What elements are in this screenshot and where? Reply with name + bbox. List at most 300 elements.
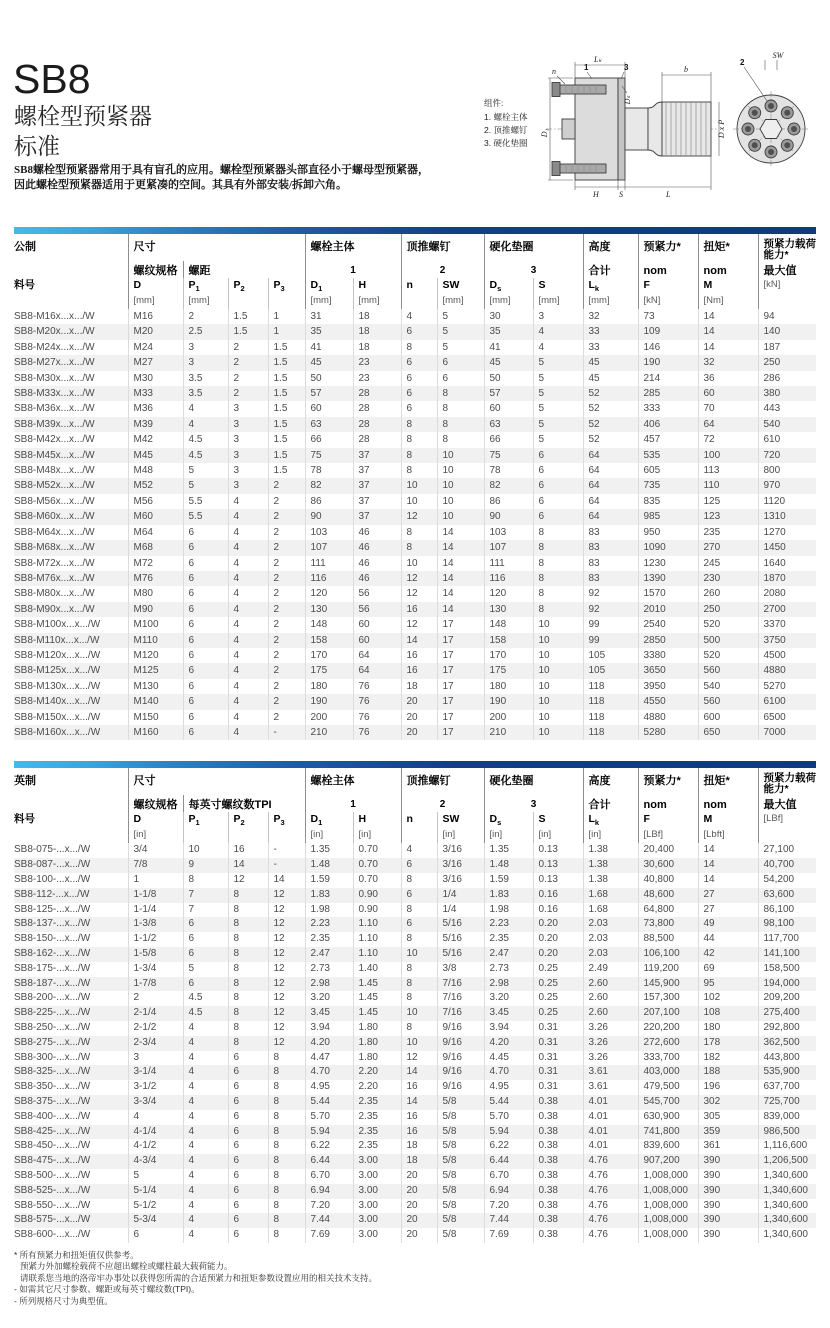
cell: 28 bbox=[353, 386, 401, 401]
cell: 8 bbox=[401, 417, 437, 432]
cell: 2.49 bbox=[583, 962, 638, 977]
column-header: $D_1$ [mm] bbox=[305, 278, 353, 309]
table-row bbox=[14, 1169, 816, 1184]
cell: 230 bbox=[698, 571, 758, 586]
cell: 6 bbox=[183, 947, 228, 962]
table-row bbox=[14, 1184, 816, 1199]
cell: M39 bbox=[128, 417, 183, 432]
cell: 1,340,600 bbox=[758, 1213, 816, 1228]
cell: 178 bbox=[698, 1036, 758, 1051]
cell: 2.35 bbox=[353, 1110, 401, 1125]
cell: 6 bbox=[533, 494, 583, 509]
cell: 3 bbox=[228, 432, 268, 447]
cell: 725,700 bbox=[758, 1095, 816, 1110]
column-header: S [mm] bbox=[533, 278, 583, 309]
table-row bbox=[14, 1080, 816, 1095]
cell: 63,600 bbox=[758, 888, 816, 903]
cell: 6 bbox=[228, 1051, 268, 1066]
metric-table-body bbox=[14, 309, 816, 740]
ref-1: 1 bbox=[305, 795, 401, 812]
cell: 220,200 bbox=[638, 1021, 698, 1036]
cell: 12 bbox=[228, 873, 268, 888]
cell: M52 bbox=[128, 478, 183, 493]
legend-item-2: 2. 顶推螺钉 bbox=[484, 125, 528, 135]
cell: 7/8 bbox=[128, 858, 183, 873]
cell: 1,116,600 bbox=[758, 1139, 816, 1154]
cell: 110 bbox=[698, 478, 758, 493]
cell: SB8-325-...x.../W bbox=[14, 1065, 128, 1080]
svg-text:2: 2 bbox=[740, 58, 745, 67]
cell: 520 bbox=[698, 617, 758, 632]
cell: 14 bbox=[437, 602, 484, 617]
cell: 443 bbox=[758, 401, 816, 416]
table-row bbox=[14, 917, 816, 932]
cell: 361 bbox=[698, 1139, 758, 1154]
cell: 0.31 bbox=[533, 1065, 583, 1080]
cell: 4 bbox=[183, 401, 228, 416]
cell: 35 bbox=[484, 324, 533, 339]
cell: 5 bbox=[533, 417, 583, 432]
cell: 3.94 bbox=[305, 1021, 353, 1036]
cell: 0.70 bbox=[353, 858, 401, 873]
table-row bbox=[14, 540, 816, 555]
cell: 2 bbox=[228, 386, 268, 401]
cell: 12 bbox=[268, 1036, 305, 1051]
cell: 10 bbox=[437, 448, 484, 463]
cell: 40,700 bbox=[758, 858, 816, 873]
svg-text:D₁: D₁ bbox=[540, 128, 549, 138]
cell: 2-1/2 bbox=[128, 1021, 183, 1036]
cell: 2.35 bbox=[353, 1125, 401, 1140]
cell: 1.5 bbox=[228, 324, 268, 339]
cell: 0.38 bbox=[533, 1154, 583, 1169]
group-preload: 预紧力* bbox=[638, 768, 698, 795]
cell: 6 bbox=[183, 977, 228, 992]
cell: 5 bbox=[533, 355, 583, 370]
column-header: M [Lbft] bbox=[698, 812, 758, 843]
cell: 14 bbox=[401, 1065, 437, 1080]
cell: 1/4 bbox=[437, 888, 484, 903]
cell: 41 bbox=[305, 340, 353, 355]
cell: 10 bbox=[533, 694, 583, 709]
cell: 111 bbox=[484, 556, 533, 571]
cell: 390 bbox=[698, 1169, 758, 1184]
svg-text:b: b bbox=[684, 65, 688, 74]
cell: 1.68 bbox=[583, 903, 638, 918]
group-header-row bbox=[14, 768, 816, 795]
cell: 305 bbox=[698, 1110, 758, 1125]
cell: 5 bbox=[533, 432, 583, 447]
cell: 83 bbox=[583, 540, 638, 555]
cell: 4 bbox=[228, 525, 268, 540]
cell: 6 bbox=[228, 1139, 268, 1154]
cell: 9/16 bbox=[437, 1051, 484, 1066]
cell: SB8-087-...x.../W bbox=[14, 858, 128, 873]
cell: 839,000 bbox=[758, 1110, 816, 1125]
cell: 6 bbox=[401, 324, 437, 339]
cell: 16 bbox=[401, 663, 437, 678]
cell: 5/8 bbox=[437, 1139, 484, 1154]
imperial-spec-table bbox=[14, 768, 816, 1243]
cell: 4.95 bbox=[484, 1080, 533, 1095]
cell: 63 bbox=[305, 417, 353, 432]
cell: 95 bbox=[698, 977, 758, 992]
cell: 37 bbox=[353, 494, 401, 509]
cell: 33 bbox=[583, 324, 638, 339]
cell: 8 bbox=[401, 463, 437, 478]
cell: 0.20 bbox=[533, 947, 583, 962]
cell: 7.69 bbox=[305, 1228, 353, 1243]
cell: SB8-400-...x.../W bbox=[14, 1110, 91, 1122]
cell: 8 bbox=[228, 932, 268, 947]
cell: 180 bbox=[305, 679, 353, 694]
cell: 3750 bbox=[758, 633, 816, 648]
cell: 1/4 bbox=[437, 903, 484, 918]
column-header: SW [mm] bbox=[437, 278, 484, 309]
group-torque: 扭矩* bbox=[698, 768, 758, 795]
cell: 2.60 bbox=[583, 1006, 638, 1021]
cell: 6 bbox=[401, 401, 437, 416]
cell: 46 bbox=[353, 556, 401, 571]
cell: 2.23 bbox=[484, 917, 533, 932]
cell: 4 bbox=[183, 1184, 228, 1199]
cell: 535,900 bbox=[758, 1065, 816, 1080]
cell: 18 bbox=[401, 679, 437, 694]
cell: 250 bbox=[758, 355, 816, 370]
cell: 5-1/4 bbox=[128, 1184, 183, 1199]
cell: 2 bbox=[268, 663, 305, 678]
cell: 5/16 bbox=[437, 917, 484, 932]
cell: 390 bbox=[698, 1184, 758, 1199]
group-dims: 尺寸 bbox=[128, 768, 305, 795]
header-section bbox=[0, 0, 830, 227]
cell: 8 bbox=[268, 1139, 305, 1154]
cell: 10 bbox=[401, 478, 437, 493]
cell: 2 bbox=[268, 525, 305, 540]
cell: 4.95 bbox=[305, 1080, 353, 1095]
cell: 4 bbox=[183, 1199, 228, 1214]
cell: 5 bbox=[533, 401, 583, 416]
cell: 180 bbox=[698, 1021, 758, 1036]
cell: 50 bbox=[305, 371, 353, 386]
cell: 10 bbox=[437, 494, 484, 509]
cell: 12 bbox=[268, 962, 305, 977]
column-header: SW [in] bbox=[437, 812, 484, 843]
cell: 23 bbox=[353, 371, 401, 386]
table-row bbox=[14, 494, 816, 509]
cell: 4.76 bbox=[583, 1213, 638, 1228]
cell: 14 bbox=[268, 873, 305, 888]
cell: 2.98 bbox=[484, 977, 533, 992]
cell: 10 bbox=[401, 1036, 437, 1051]
front-view bbox=[733, 51, 809, 167]
cell: 950 bbox=[638, 525, 698, 540]
cell: 3.26 bbox=[583, 1036, 638, 1051]
cell: 8 bbox=[268, 1184, 305, 1199]
cell: 1-3/8 bbox=[128, 917, 183, 932]
cell: 2 bbox=[268, 694, 305, 709]
cell: 637,700 bbox=[758, 1080, 816, 1095]
cell: 14 bbox=[698, 843, 758, 858]
cell: 86 bbox=[484, 494, 533, 509]
cell: 8 bbox=[401, 1021, 437, 1036]
cell: 4.20 bbox=[305, 1036, 353, 1051]
cell: 3.00 bbox=[353, 1228, 401, 1243]
cell: 200 bbox=[484, 710, 533, 725]
cell: 610 bbox=[758, 432, 816, 447]
cell: 16 bbox=[401, 602, 437, 617]
cell: 1.48 bbox=[305, 858, 353, 873]
table-row bbox=[14, 1065, 816, 1080]
cell: 3.61 bbox=[583, 1080, 638, 1095]
column-header: $P_1$ [mm] bbox=[183, 278, 228, 309]
cell: 10 bbox=[183, 843, 228, 858]
cell: 0.70 bbox=[353, 873, 401, 888]
cell: 6 bbox=[183, 694, 228, 709]
cell: 800 bbox=[758, 463, 816, 478]
cell: 2 bbox=[128, 991, 183, 1006]
cell: 1450 bbox=[758, 540, 816, 555]
cell: 8 bbox=[268, 1125, 305, 1140]
table-row bbox=[14, 679, 816, 694]
cell: 2 bbox=[268, 617, 305, 632]
cell: 14 bbox=[698, 340, 758, 355]
imperial-table-section bbox=[14, 761, 816, 1243]
cell: 835 bbox=[638, 494, 698, 509]
cell: 82 bbox=[484, 478, 533, 493]
cell: 4 bbox=[183, 1228, 228, 1243]
cell: 8 bbox=[268, 1080, 305, 1095]
cell: 10 bbox=[401, 947, 437, 962]
cell: 1-5/8 bbox=[128, 947, 183, 962]
cell: 2.73 bbox=[305, 962, 353, 977]
cell: 78 bbox=[484, 463, 533, 478]
table-row bbox=[14, 1110, 816, 1125]
cell: 8 bbox=[437, 432, 484, 447]
cell: 8 bbox=[228, 991, 268, 1006]
cell: 16 bbox=[401, 1110, 437, 1125]
cell: M16 bbox=[128, 309, 183, 324]
table-row bbox=[14, 710, 816, 725]
cell: 6.70 bbox=[484, 1169, 533, 1184]
cell: 2-3/4 bbox=[128, 1036, 183, 1051]
svg-text:L: L bbox=[666, 190, 671, 199]
cell: 986,500 bbox=[758, 1125, 816, 1140]
cell: 9/16 bbox=[437, 1036, 484, 1051]
table-row bbox=[14, 648, 816, 663]
table-row bbox=[14, 340, 816, 355]
cell: 3/16 bbox=[437, 873, 484, 888]
cell: 5.44 bbox=[305, 1095, 353, 1110]
cell: 102 bbox=[698, 991, 758, 1006]
cell: 45 bbox=[583, 371, 638, 386]
cell: - bbox=[268, 843, 305, 858]
cell: 272,600 bbox=[638, 1036, 698, 1051]
cell: 0.20 bbox=[533, 932, 583, 947]
cell: 0.38 bbox=[533, 1228, 583, 1243]
cell: 18 bbox=[401, 1139, 437, 1154]
column-header: $P_1$ bbox=[183, 812, 228, 843]
cell: 190 bbox=[484, 694, 533, 709]
cell: 10 bbox=[533, 710, 583, 725]
cell: SB8-M30x...x.../W bbox=[14, 372, 95, 384]
cell: SB8-M76x...x.../W bbox=[14, 571, 128, 586]
cell: 10 bbox=[533, 679, 583, 694]
cell: 6.94 bbox=[305, 1184, 353, 1199]
cell: 7 bbox=[183, 888, 228, 903]
cell: 9/16 bbox=[437, 1021, 484, 1036]
cell: 66 bbox=[484, 432, 533, 447]
cell: 285 bbox=[638, 386, 698, 401]
cell: 4 bbox=[228, 571, 268, 586]
cell: 36 bbox=[698, 371, 758, 386]
svg-text:S: S bbox=[619, 190, 623, 199]
cell: 146 bbox=[638, 340, 698, 355]
cell: 6 bbox=[228, 1125, 268, 1140]
cell: 99 bbox=[583, 617, 638, 632]
cell: 14 bbox=[437, 556, 484, 571]
section-bar bbox=[14, 761, 816, 768]
thread-spec-label: 螺纹规格 bbox=[128, 261, 183, 278]
cell: M42 bbox=[128, 432, 183, 447]
cell: 182 bbox=[698, 1051, 758, 1066]
cell: 2.35 bbox=[305, 932, 353, 947]
cell: 8 bbox=[401, 432, 437, 447]
cell: 839,600 bbox=[638, 1139, 698, 1154]
group-washer: 硬化垫圈 bbox=[484, 768, 583, 795]
cell: 105 bbox=[583, 648, 638, 663]
table-row bbox=[14, 903, 816, 918]
group-height: 高度 bbox=[583, 768, 638, 795]
cell: 4 bbox=[228, 679, 268, 694]
cell: 10 bbox=[533, 617, 583, 632]
cell: 7.44 bbox=[305, 1213, 353, 1228]
cell: 735 bbox=[638, 478, 698, 493]
cell: 8 bbox=[437, 386, 484, 401]
cell: 0.90 bbox=[353, 903, 401, 918]
cell: 5/8 bbox=[437, 1095, 484, 1110]
table-row bbox=[14, 1051, 816, 1066]
cell: 3 bbox=[228, 417, 268, 432]
cell: 27 bbox=[698, 903, 758, 918]
cell: 6 bbox=[437, 355, 484, 370]
description-line-1: SB8螺栓型预紧器常用于具有盲孔的应用。螺栓型预紧器头部直径小于螺母型预紧器， bbox=[14, 164, 429, 176]
cell: 6 bbox=[183, 571, 228, 586]
cell: 1,340,600 bbox=[758, 1199, 816, 1214]
cell: SB8-M52x...x.../W bbox=[14, 478, 128, 493]
cell: 83 bbox=[583, 571, 638, 586]
cell: 1.83 bbox=[484, 888, 533, 903]
cell: 1.5 bbox=[268, 432, 305, 447]
cell: 4 bbox=[183, 1213, 228, 1228]
cell: 4.01 bbox=[583, 1110, 638, 1125]
cell: M60 bbox=[128, 509, 183, 524]
group-washer: 硬化垫圈 bbox=[484, 234, 583, 261]
cell: 8 bbox=[268, 1228, 305, 1243]
cell: 200 bbox=[305, 710, 353, 725]
cell: 4 bbox=[401, 843, 437, 858]
cell: 60 bbox=[698, 386, 758, 401]
cell: 8 bbox=[401, 977, 437, 992]
column-header: H [mm] bbox=[353, 278, 401, 309]
cell: SB8-112-...x.../W bbox=[14, 888, 128, 903]
column-header-row bbox=[14, 278, 816, 309]
cell: 3650 bbox=[638, 663, 698, 678]
cell: 5/8 bbox=[437, 1110, 484, 1125]
cell: 1.48 bbox=[484, 858, 533, 873]
cell: SB8-M125x...x.../W bbox=[14, 663, 128, 678]
column-header: $D_s$ [in] bbox=[484, 812, 533, 843]
cell: 3 bbox=[228, 463, 268, 478]
cell: 20 bbox=[401, 1184, 437, 1199]
cell: 141,100 bbox=[758, 947, 816, 962]
cell: SB8-M60x...x.../W bbox=[14, 509, 128, 524]
cell: SB8-225-...x.../W bbox=[14, 1006, 128, 1021]
cell: 0.31 bbox=[533, 1021, 583, 1036]
group-dims: 尺寸 bbox=[128, 234, 305, 261]
svg-text:n: n bbox=[552, 67, 556, 76]
cell: SB8-M24x...x.../W bbox=[14, 341, 95, 353]
cell: 42 bbox=[698, 947, 758, 962]
table-row bbox=[14, 617, 816, 632]
cell: 1.38 bbox=[583, 843, 638, 858]
cell: 103 bbox=[305, 525, 353, 540]
cell: 28 bbox=[353, 417, 401, 432]
cell: 5/8 bbox=[437, 1199, 484, 1214]
cell: 207,100 bbox=[638, 1006, 698, 1021]
hardened-washer bbox=[618, 78, 625, 180]
cell: 40,800 bbox=[638, 873, 698, 888]
cell: 250 bbox=[698, 602, 758, 617]
cell: 4 bbox=[183, 1110, 228, 1125]
cell: 8 bbox=[228, 917, 268, 932]
cell: 158 bbox=[484, 633, 533, 648]
cell: 0.20 bbox=[533, 917, 583, 932]
cell: 4 bbox=[533, 340, 583, 355]
cell: 6 bbox=[401, 371, 437, 386]
cell: SB8-M20x...x.../W bbox=[14, 324, 128, 339]
cell: 6 bbox=[183, 525, 228, 540]
cell: 8 bbox=[268, 1110, 305, 1125]
cell: 78 bbox=[305, 463, 353, 478]
table-row bbox=[14, 478, 816, 493]
cell: 1.80 bbox=[353, 1021, 401, 1036]
spacer bbox=[14, 795, 128, 812]
cell: 8 bbox=[533, 525, 583, 540]
cell: 28 bbox=[353, 432, 401, 447]
cell: 64 bbox=[698, 417, 758, 432]
cell: 6 bbox=[228, 1065, 268, 1080]
cell: 52 bbox=[583, 432, 638, 447]
cell: 292,800 bbox=[758, 1021, 816, 1036]
cell: SB8-M42x...x.../W bbox=[14, 434, 95, 446]
cell: 6 bbox=[533, 478, 583, 493]
cell: 5 bbox=[533, 386, 583, 401]
cell: 0.25 bbox=[533, 962, 583, 977]
cell: 8 bbox=[268, 1095, 305, 1110]
imperial-table-body bbox=[14, 843, 816, 1243]
cell: 111 bbox=[305, 556, 353, 571]
cell: 57 bbox=[484, 386, 533, 401]
svg-text:SW: SW bbox=[772, 51, 784, 60]
cell: SB8-150-...x.../W bbox=[14, 933, 91, 945]
cell: 175 bbox=[484, 663, 533, 678]
cell: 1.5 bbox=[268, 417, 305, 432]
legend-item-3: 3. 硬化垫圈 bbox=[484, 138, 528, 148]
cell: 31 bbox=[305, 309, 353, 324]
cell: 1.5 bbox=[268, 401, 305, 416]
cell: 4.01 bbox=[583, 1125, 638, 1140]
